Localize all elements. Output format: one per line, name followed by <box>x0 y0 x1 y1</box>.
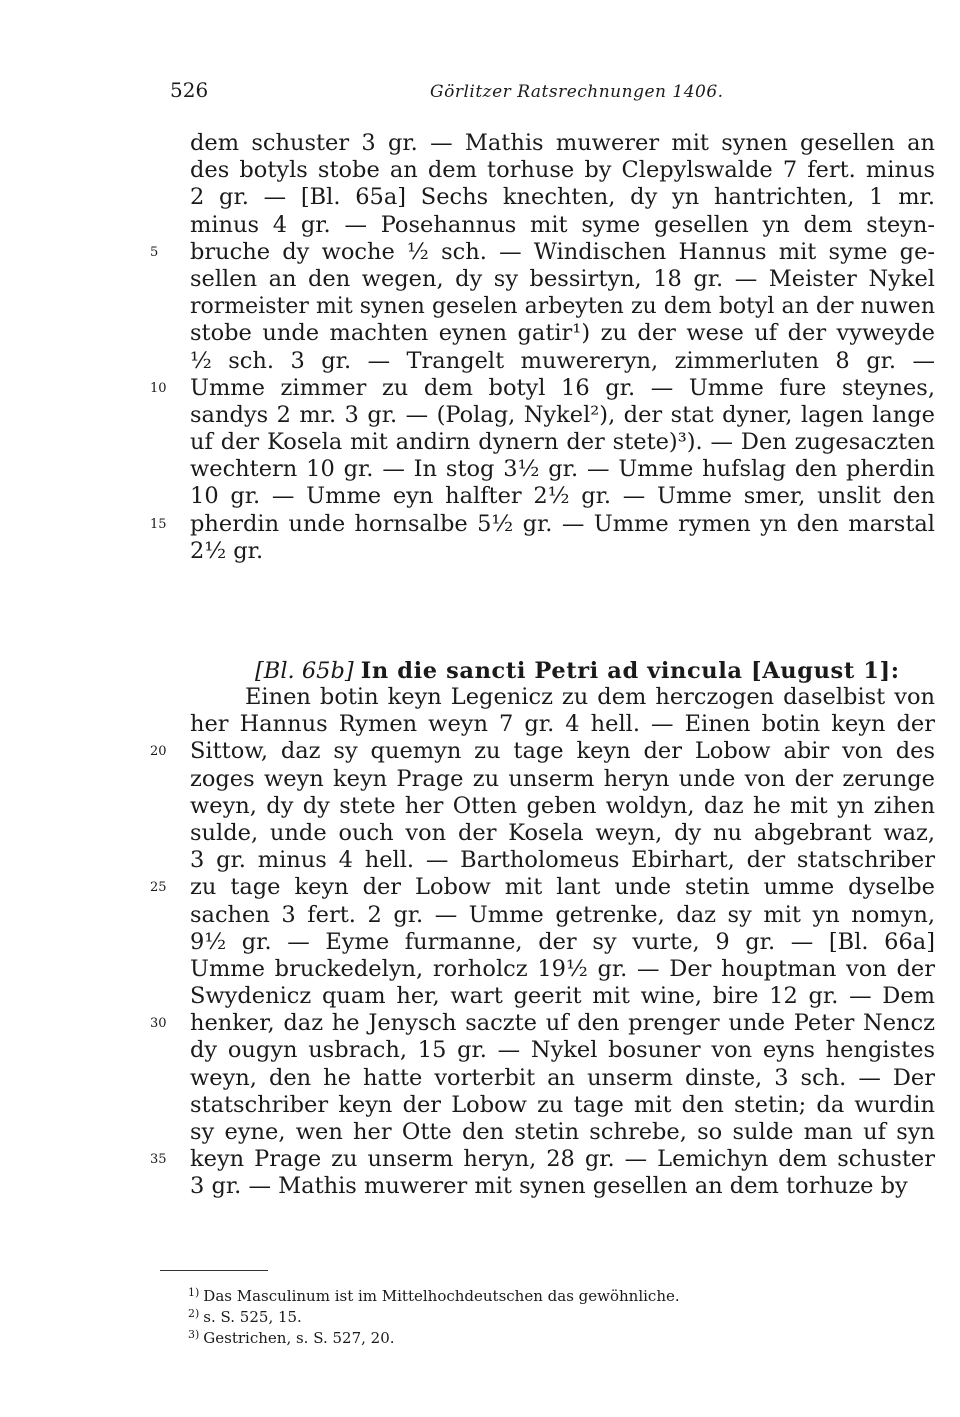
line-text: 2 gr. — [Bl. 65a] Sechs knechten, dy yn hantrichten, 1 mr. <box>190 184 935 211</box>
text-line <box>190 1065 935 1092</box>
line-number: 35 <box>150 1152 167 1168</box>
text-line <box>190 1037 935 1064</box>
line-text: minus 4 gr. — Posehannus mit syme gesellen yn dem steyn- <box>190 211 935 238</box>
text-block-1 <box>150 130 935 565</box>
text-line <box>190 711 935 738</box>
line-text: 3 gr. minus 4 hell. — Bartholomeus Ebirhart, der statschriber <box>190 847 935 874</box>
line-text: Umme bruckedelyn, rorholcz 19½ gr. — Der houptman von der <box>190 955 935 982</box>
line-number: 30 <box>150 1016 167 1032</box>
line-text: weyn, dy dy stete her Otten geben woldyn, daz he mit yn zihen <box>190 792 935 819</box>
text-line <box>190 293 935 320</box>
text-line <box>190 1119 935 1146</box>
text-line <box>190 1092 935 1119</box>
line-number: 10 <box>150 380 167 396</box>
line-text: henker, daz he Jenysch saczte uf den prenger unde Peter Nencz <box>190 1010 935 1037</box>
line-text: 9½ gr. — Eyme furmanne, der sy vurte, 9 gr. — [Bl. 66a] <box>190 928 935 955</box>
text-line <box>190 902 935 929</box>
footnotes <box>188 1282 808 1345</box>
line-text: ½ sch. 3 gr. — Trangelt muwereryn, zimmerluten 8 gr. — <box>190 347 935 374</box>
text-line <box>190 402 935 429</box>
text-line <box>190 847 935 874</box>
text-line <box>190 184 935 211</box>
text-line <box>190 766 935 793</box>
line-text: 10 gr. — Umme eyn halfter 2½ gr. — Umme smer, unslit den <box>190 483 935 510</box>
section-heading <box>255 658 935 684</box>
line-text: wechtern 10 gr. — In stog 3½ gr. — Umme hufslag den pherdin <box>190 456 935 483</box>
text-line <box>190 320 935 347</box>
text-line <box>190 956 935 983</box>
line-text: bruche dy woche ½ sch. — Windischen Hannus mit syme ge- <box>190 238 935 265</box>
text-line <box>190 266 935 293</box>
line-number: 20 <box>150 744 167 760</box>
text-line <box>150 1146 935 1173</box>
line-text: keyn Prage zu unserm heryn, 28 gr. — Lemichyn dem schuster <box>190 1146 935 1173</box>
text-line <box>150 1010 935 1037</box>
text-line <box>190 1173 935 1200</box>
footnote-mark: 3) <box>188 1328 200 1341</box>
line-number: 15 <box>150 516 167 532</box>
section-title: In die sancti Petri ad vincula [August 1]: <box>360 658 900 684</box>
folio-reference: [Bl. 65b] <box>255 658 354 684</box>
line-text: Swydenicz quam her, wart geerit mit wine, bire 12 gr. — Dem <box>190 983 935 1010</box>
line-text: 2½ gr. <box>190 537 264 564</box>
footnote-text: Gestrichen, s. S. 527, 20. <box>203 1329 395 1347</box>
text-line <box>150 374 935 402</box>
line-text: rormeister mit synen geselen arbeyten zu dem botyl an der nuwen <box>190 294 935 320</box>
text-block-2 <box>150 684 935 1201</box>
text-line <box>190 157 935 184</box>
running-title: Görlitzer Ratsrechnungen 1406. <box>430 82 724 102</box>
line-text: sulde, unde ouch von der Kosela weyn, dy nu abgebrant waz, <box>190 819 935 846</box>
line-text: stobe unde machten eynen gatir¹) zu der wese uf der vyweyde <box>190 320 935 347</box>
line-number: 5 <box>150 244 159 260</box>
line-text: des botyls stobe an dem torhuse by Clepylswalde 7 fert. minus <box>190 157 935 184</box>
line-text: zoges weyn keyn Prage zu unserm heryn unde von der zerunge <box>190 765 935 792</box>
line-text: statschriber keyn der Lobow zu tage mit den stetin; da wurdin <box>190 1091 935 1118</box>
footnote-rule <box>160 1270 268 1271</box>
text-line <box>190 538 935 565</box>
line-text: sachen 3 fert. 2 gr. — Umme getrenke, daz sy mit yn nomyn, <box>190 901 935 928</box>
text-line <box>150 738 935 765</box>
text-line <box>190 929 935 956</box>
line-text: 3 gr. — Mathis muwerer mit synen gesellen an dem torhuze by <box>190 1173 908 1200</box>
text-line <box>190 483 935 510</box>
text-line <box>190 429 935 456</box>
footnote <box>188 1303 808 1324</box>
footnote <box>188 1324 808 1345</box>
text-line <box>150 238 935 266</box>
text-line <box>190 983 935 1010</box>
text-line <box>190 348 935 375</box>
line-text: sellen an den wegen, dy sy bessirtyn, 18 gr. — Meister Nykel <box>190 265 935 292</box>
line-text: dem schuster 3 gr. — Mathis muwerer mit synen gesellen an <box>190 130 935 156</box>
page-header <box>170 78 790 108</box>
footnote-mark: 1) <box>188 1286 200 1299</box>
text-line <box>150 874 935 901</box>
text-line <box>190 684 935 711</box>
line-text: Umme zimmer zu dem botyl 16 gr. — Umme fure steynes, <box>190 374 935 401</box>
footnote-mark: 2) <box>188 1307 200 1320</box>
line-text: Einen botin keyn Legenicz zu dem herczogen daselbist von <box>245 684 935 710</box>
text-line <box>190 820 935 847</box>
line-text: pherdin unde hornsalbe 5½ gr. — Umme rymen yn den marstal <box>190 510 935 537</box>
text-line <box>190 212 935 239</box>
page-number: 526 <box>170 78 209 102</box>
footnote <box>188 1282 808 1303</box>
footnote-text: s. S. 525, 15. <box>203 1308 302 1326</box>
line-text: zu tage keyn der Lobow mit lant unde stetin umme dyselbe <box>190 874 935 901</box>
line-number: 25 <box>150 880 167 896</box>
text-line <box>190 130 935 157</box>
line-text: Sittow, daz sy quemyn zu tage keyn der Lobow abir von des <box>190 738 935 765</box>
line-text: dy ougyn usbrach, 15 gr. — Nykel bosuner von eyns hengistes <box>190 1037 935 1064</box>
line-text: uf der Kosela mit andirn dynern der stete)³). — Den zugesaczten <box>190 429 935 456</box>
line-text: sy eyne, wen her Otte den stetin schrebe, so sulde man uf syn <box>190 1119 935 1145</box>
text-line <box>190 793 935 820</box>
footnote-text: Das Masculinum ist im Mittelhochdeutschen das gewöhnliche. <box>203 1287 680 1305</box>
text-line <box>190 456 935 483</box>
line-text: her Hannus Rymen weyn 7 gr. 4 hell. — Einen botin keyn der <box>190 711 935 738</box>
line-text: sandys 2 mr. 3 gr. — (Polag, Nykel²), der stat dyner, lagen lange <box>190 401 935 428</box>
text-line <box>150 510 935 538</box>
line-text: weyn, den he hatte vorterbit an unserm dinste, 3 sch. — Der <box>190 1064 935 1091</box>
